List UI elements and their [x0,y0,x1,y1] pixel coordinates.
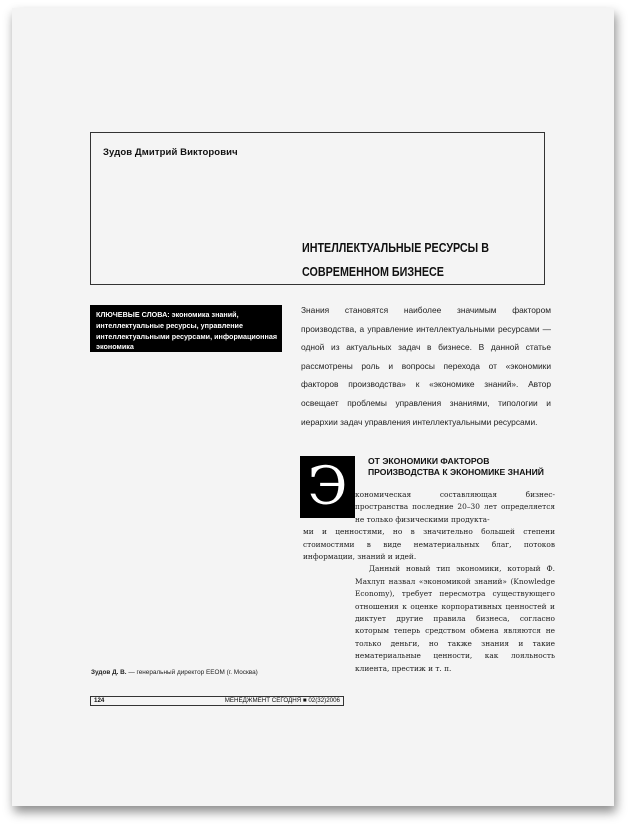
section-heading-line-2: ПРОИЗВОДСТВА К ЭКОНОМИКЕ ЗНАНИЙ [368,467,544,477]
keywords-text: экономика знаний, интеллектуальные ресурсы, управление интеллектуальными ресурсами, информационная экономика [96,310,278,352]
paragraph-1-rest: ми и ценностями, но в значительно большей степени стоимостями в виде нематериальных благ, потоков информации, знаний и идей. [303,527,555,562]
section-heading-line-1: ОТ ЭКОНОМИКИ ФАКТОРОВ [368,456,490,466]
author-note-role: — генеральный директор ЕЕОМ (г. Москва) [126,669,258,676]
paragraph-1-lead: кономическая составляющая бизнес-пространства последние 20–30 лет определяется не только физическими продукта- [355,490,555,524]
author-note-name: Зудов Д. В. [91,669,127,676]
title-line-1: ИНТЕЛЛЕКТУАЛЬНЫЕ РЕСУРСЫ В [302,241,489,255]
page-footer [90,696,344,706]
title-frame [90,132,545,285]
article-title [302,236,508,284]
title-line-2: СОВРЕМЕННОМ БИЗНЕСЕ [302,265,444,279]
dropcap: Э [300,456,355,518]
paragraph-2: Данный новый тип экономики, который Ф. Махлуп назвал «экономикой знаний» (Knowledge Economy), требует пересмотра существующего отношения к оценке корпоративных ценностей и диктует другие правила бизнеса, согласно которым теперь средством обмена являются не только деньги, но также знания и такие нематериальные ценности, как лояльность клиента, престиж и т. п. [355,564,555,673]
journal-name: МЕНЕДЖМЕНТ СЕГОДНЯ ■ 02(32)2006 [224,697,340,704]
page-number: 124 [94,697,105,704]
keywords-box [90,305,282,352]
author-name: Зудов Дмитрий Викторович [103,147,238,158]
abstract: Знания становятся наиболее значимым фактором производства, а управление интеллектуальными ресурсами — одной из актуальных задач в бизнесе. В данной статье рассмотрены роль и вопросы перехода от «экономики факторов производства» к «экономике знаний». Автор освещает проблемы управления знаниями, типологии и иерархии задач управления интеллектуальными ресурсами. [301,305,551,427]
journal-page [12,8,614,806]
section-heading [368,456,558,478]
author-note [91,669,258,676]
keywords-label: КЛЮЧЕВЫЕ СЛОВА: [96,310,170,319]
body-text [303,489,555,675]
